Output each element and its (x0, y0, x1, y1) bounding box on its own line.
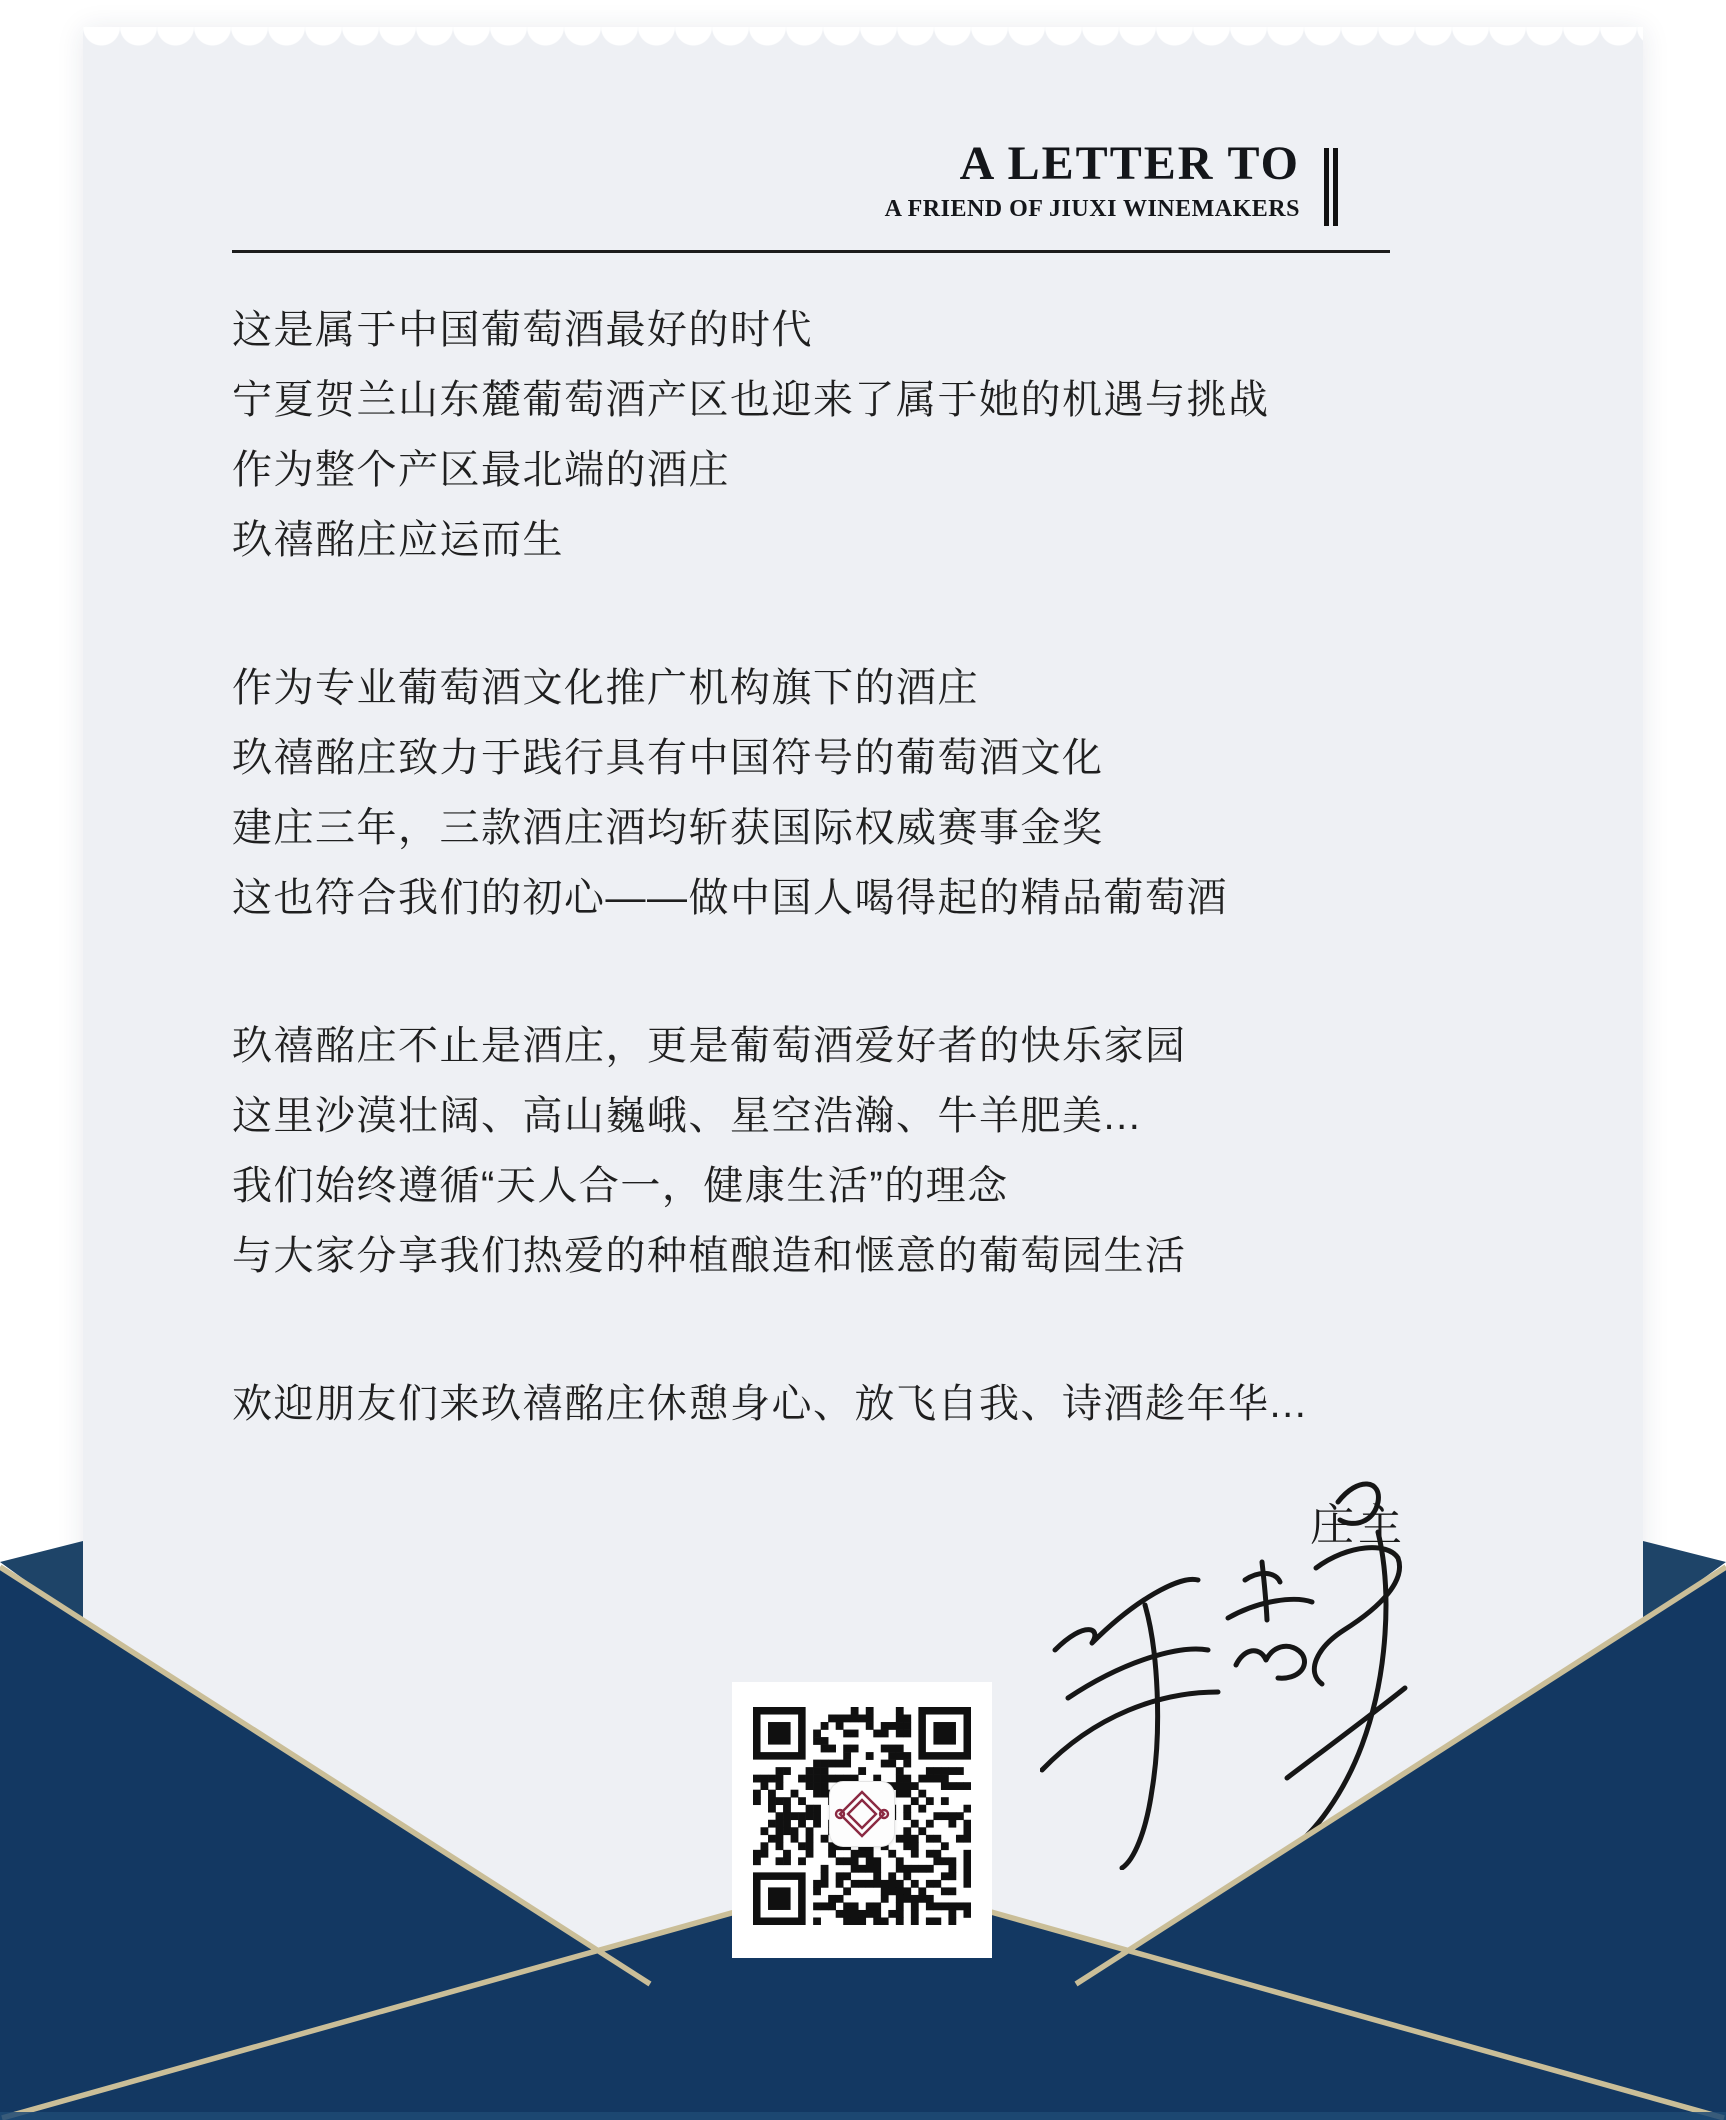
qr-center-logo (830, 1782, 894, 1846)
torn-edge-decoration (83, 27, 1643, 47)
letter-subtitle: A FRIEND OF JIUXI WINEMAKERS (884, 196, 1300, 223)
letter-line: 玖禧酩庄致力于践行具有中国符号的葡萄酒文化 (232, 736, 1104, 780)
header-divider (232, 250, 1390, 253)
diamond-lattice-icon (830, 1782, 894, 1846)
letter-line: 与大家分享我们热爱的种植酿造和惬意的葡萄园生活 (232, 1234, 1187, 1278)
letter-line: 建庄三年，三款酒庄酒均斩获国际权威赛事金奖 (232, 806, 1104, 850)
signoff-role-label: 庄主 (1310, 1501, 1406, 1550)
letter-line: 我们始终遵循“天人合一，健康生活”的理念 (232, 1164, 1009, 1208)
envelope-back-right (1643, 1541, 1726, 1622)
letter-line: 宁夏贺兰山东麓葡萄酒产区也迎来了属于她的机遇与挑战 (232, 378, 1270, 422)
letter-line: 欢迎朋友们来玖禧酩庄休憩身心、放飞自我、诗酒趁年华... (232, 1382, 1308, 1426)
letter-line: 这里沙漠壮阔、高山巍峨、星空浩瀚、牛羊肥美... (232, 1094, 1142, 1138)
letter-line: 作为整个产区最北端的酒庄 (232, 448, 730, 492)
letter-body (232, 295, 1632, 1517)
letter-header (885, 139, 1300, 223)
letter-title: A LETTER TO (959, 137, 1300, 190)
envelope-back-left (0, 1541, 83, 1622)
letter-line: 玖禧酩庄不止是酒庄，更是葡萄酒爱好者的快乐家园 (232, 1024, 1187, 1068)
double-vertical-bars-icon (1324, 148, 1338, 226)
paragraph (232, 295, 1632, 575)
letter-line: 作为专业葡萄酒文化推广机构旗下的酒庄 (232, 666, 979, 710)
paragraph (232, 653, 1632, 933)
paragraph (232, 1011, 1632, 1291)
paragraph (232, 1369, 1632, 1439)
letter-line: 玖禧酩庄应运而生 (232, 518, 564, 562)
letter-line: 这是属于中国葡萄酒最好的时代 (232, 308, 813, 352)
wechat-qr-code (732, 1682, 992, 1958)
letter-line: 这也符合我们的初心——做中国人喝得起的精品葡萄酒 (232, 876, 1228, 920)
handwritten-signature (1040, 1440, 1420, 1870)
